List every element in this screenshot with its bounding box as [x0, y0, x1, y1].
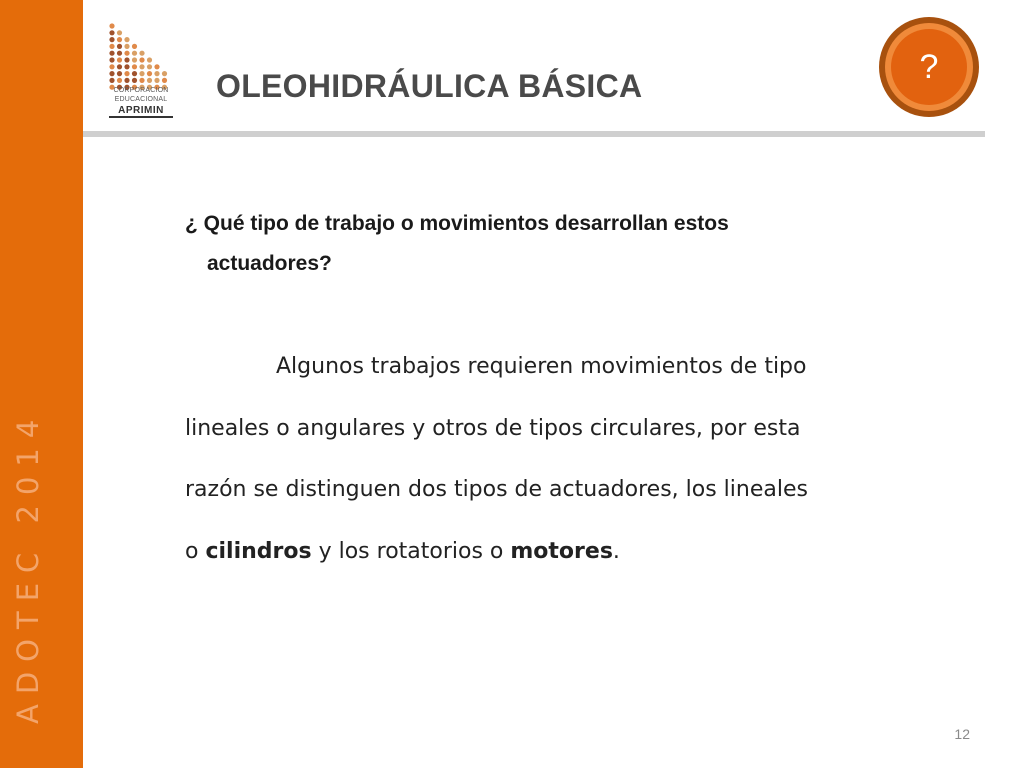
logo-dot [132, 78, 137, 83]
logo-dot [109, 78, 114, 83]
answer-line-4 [185, 521, 945, 583]
logo-dot [124, 37, 129, 42]
logo-dot [147, 57, 152, 62]
logo-dot [154, 78, 159, 83]
logo-dot [117, 71, 122, 76]
sidebar-year-label: ADOTEC 2014 [11, 409, 45, 724]
question-mark-icon: ? [891, 29, 967, 105]
logo-dot [117, 57, 122, 62]
logo-dot [124, 78, 129, 83]
logo-dot [147, 71, 152, 76]
logo-dot [109, 37, 114, 42]
logo-dot [139, 51, 144, 56]
logo-dot [109, 30, 114, 35]
logo-dot [154, 64, 159, 69]
logo-dot [139, 78, 144, 83]
logo-dot [117, 44, 122, 49]
logo-dot [124, 64, 129, 69]
logo-text-line2: EDUCACIONAL [114, 96, 168, 103]
logo-dot [117, 37, 122, 42]
answer-line-2: lineales o angulares y otros de tipos circulares, por esta [185, 415, 801, 441]
logo-dot [117, 51, 122, 56]
logo-dot [139, 57, 144, 62]
page-number: 12 [954, 726, 970, 742]
logo-dot [162, 78, 167, 83]
logo-dot [109, 51, 114, 56]
answer-line-1: Algunos trabajos requieren movimientos de tipo [276, 354, 807, 379]
logo-dot [147, 78, 152, 83]
logo-dot [109, 23, 114, 28]
logo-dot [109, 64, 114, 69]
logo-underline [109, 116, 173, 118]
logo-dot [109, 44, 114, 49]
logo-dot [162, 71, 167, 76]
question-line-1: ¿ Qué tipo de trabajo o movimientos desarrollan estos [185, 212, 729, 235]
logo-dot [139, 71, 144, 76]
title-divider [83, 131, 985, 137]
logo-dot [154, 71, 159, 76]
logo-dot [124, 44, 129, 49]
page-title: OLEOHIDRÁULICA BÁSICA [216, 68, 643, 104]
logo-dot [124, 71, 129, 76]
logo-dot [124, 57, 129, 62]
logo-dot [124, 51, 129, 56]
logo-dot [117, 30, 122, 35]
logo-dot [139, 64, 144, 69]
logo-text-line3: APRIMIN [118, 105, 164, 116]
answer-paragraph [185, 336, 945, 582]
logo-text-line1: CORPORACION [113, 87, 169, 94]
cilindros-term: cilindros [205, 538, 312, 564]
logo-dot [117, 64, 122, 69]
logo-dot [132, 44, 137, 49]
logo-dot [132, 71, 137, 76]
answer-line-4-end: . [612, 538, 620, 564]
answer-line-4-prefix: o [185, 538, 206, 564]
logo-dot [132, 57, 137, 62]
logo-dot [132, 64, 137, 69]
sidebar-bar [0, 0, 83, 768]
logo-dot [109, 71, 114, 76]
question-line-2: actuadores? [207, 252, 332, 275]
logo-dot [147, 64, 152, 69]
answer-line-3: razón se distinguen dos tipos de actuadores, los lineales [185, 477, 808, 502]
logo-dot [132, 51, 137, 56]
motores-term: motores [510, 538, 613, 564]
question-text [185, 204, 875, 284]
answer-line-4-middle: y los rotatorios o [311, 538, 511, 564]
logo-dot [109, 57, 114, 62]
logo-dot [117, 78, 122, 83]
